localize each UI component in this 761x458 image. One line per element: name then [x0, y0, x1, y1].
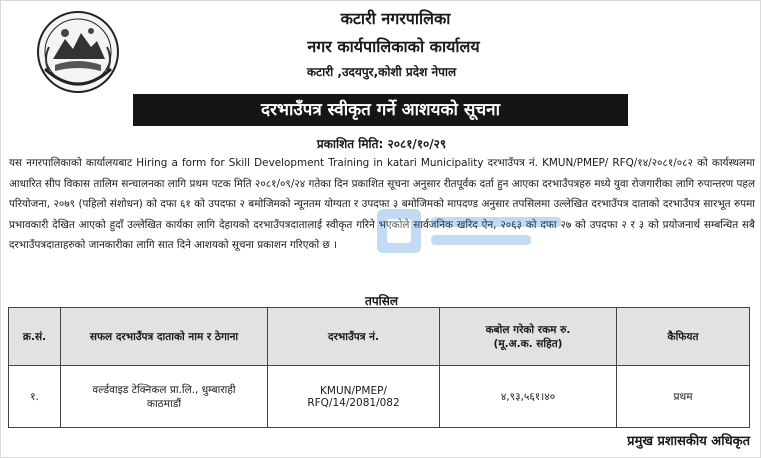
- office-address: कटारी ,उदयपुर,कोशी प्रदेश नेपाल: [306, 65, 457, 79]
- signatory-title: प्रमुख प्रशासकीय अधिकृत: [627, 434, 750, 449]
- cell-rfq: [268, 366, 440, 428]
- rfq-line2: RFQ/14/2081/082: [307, 396, 400, 409]
- publish-date: प्रकाशित मिति: २०८१/१०/२९: [316, 137, 447, 151]
- col-header-remarks: कैफियत: [617, 308, 750, 366]
- table-row: [9, 366, 750, 428]
- col-header-rfq: दरभाउँपत्र नं.: [268, 308, 440, 366]
- col-header-amount: [440, 308, 617, 366]
- rfq-line1: KMUN/PMEP/: [320, 384, 387, 397]
- bid-table: [8, 307, 750, 428]
- amount-header-line2: (मू.अ.क. सहित): [493, 337, 563, 350]
- cell-bidder: [61, 366, 268, 428]
- col-header-sn: क्र.सं.: [9, 308, 61, 366]
- table-header-row: [9, 308, 750, 366]
- bidder-name: वर्ल्डवाइड टेक्निकल प्रा.लि., धुम्बाराही: [92, 383, 236, 396]
- notice-body: यस नगरपालिकाको कार्यालयबाट Hiring a form for Skill Development Training in katari Municipality दरभाउँपत्र नं. KMUN/PMEP/ RFQ/१४/२०८१/०८२ को कार्यस्थलमा आधारित सीप विकास तालिम सन्चालनका लागि प्रथम पटक मिति २०८१/०९/२४ गतेका दिन प्रकाशित सूचना अनुसार रीतपूर्वक दर्ता हुन आएका दरभाउँपत्रहरु मध्ये युवा रोजगारीका लागि रुपान्तरण पहल परियोजना, २०७९ (पहिलो संशोधन) को दफा ६१ को उपदफा २ बमोजिमको न्यूनतम योग्यता र उपदफा ३ बमोजिमको मापदण्ड अनुसार तपसिलमा उल्लेखित दरभाउँपत्र दाताको दरभाउँपत्र सारभूत रुपमा प्रभावकारी देखित आएको हुदाँ उल्लेखित कार्यका लागि देहायको दरभाउँपत्रदातालाई स्वीकृत गरिने भएकोले सार्वजनिक खरिद ऐन, २०६३ को दफा २७ को उपदफा २ र ३ को प्रयोजनार्थ सम्बन्धित सबै दरभाउँपत्रदाताहरुको जानकारीका लागि सात दिने आशयको सूचना प्रकाशन गरिएको छ ।: [9, 157, 755, 251]
- col-header-bidder: सफल दरभाउँपत्र दाताको नाम र ठेगाना: [61, 308, 268, 366]
- office-name: नगर कार्यपालिकाको कार्यालय: [307, 37, 480, 56]
- details-title: तपसिल: [364, 294, 398, 308]
- amount-header-line1: कबोल गरेको रकम रु.: [485, 323, 571, 336]
- notice-title-banner: दरभाउँपत्र स्वीकृत गर्ने आशयको सूचना: [133, 94, 628, 126]
- bidder-city: काठमाडौं: [146, 397, 182, 410]
- cell-amount: ४,९३,५६१।४०: [440, 366, 617, 428]
- cell-remarks: प्रथम: [617, 366, 750, 428]
- municipality-name: कटारी नगरपालिका: [340, 9, 451, 28]
- cell-sn: १.: [9, 366, 61, 428]
